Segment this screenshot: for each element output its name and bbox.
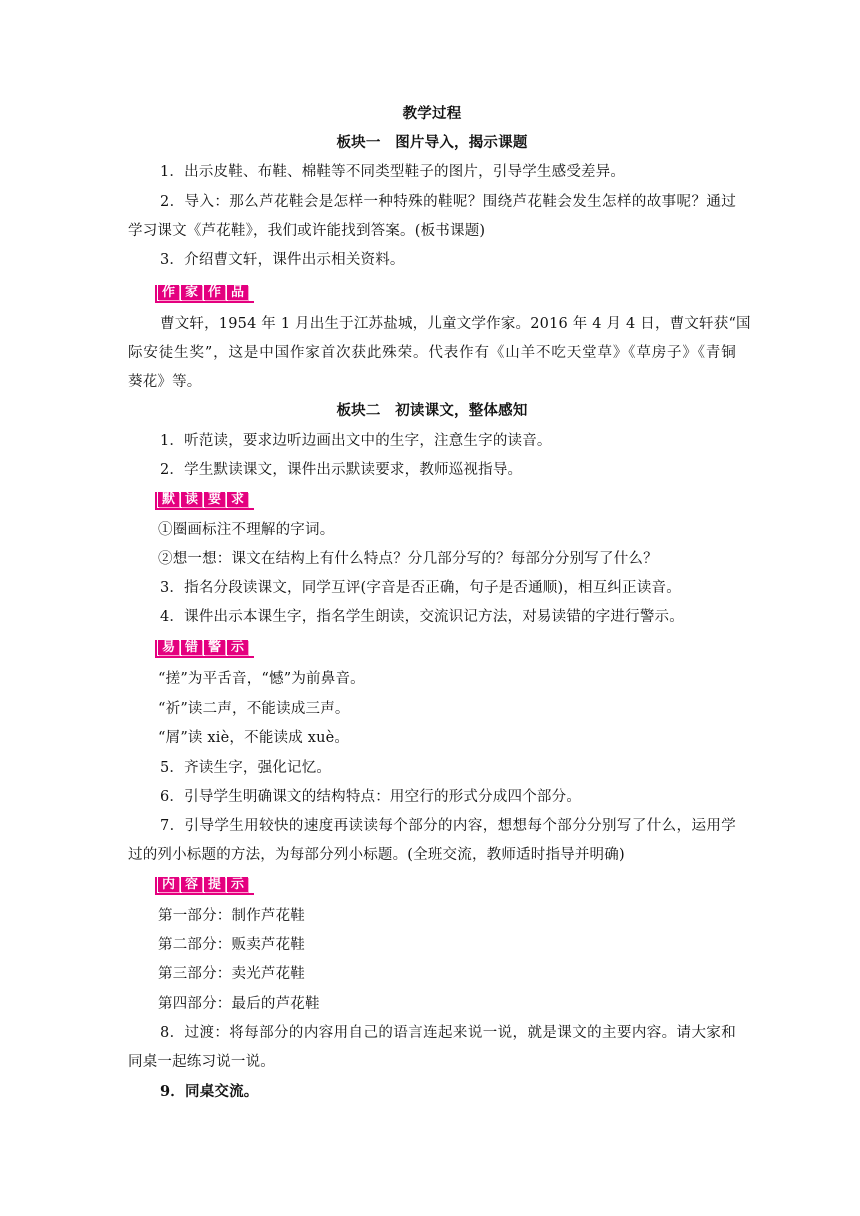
tag-char: 示 [227, 640, 248, 655]
tag-char: 作 [204, 285, 225, 300]
paragraph-continued: 学习课文《芦花鞋》，我们或许能找到答案。(板书课题) [128, 223, 486, 239]
label-tag [158, 285, 250, 303]
tag-char: 警 [204, 640, 225, 655]
paragraph: 5．齐读生字，强化记忆。 [160, 760, 332, 776]
tag-char: 提 [204, 877, 225, 892]
tag-char: 家 [181, 285, 202, 300]
tag-char: 要 [204, 492, 225, 507]
bio-text: 葵花》等。 [128, 374, 202, 390]
paragraph: 9．同桌交流。 [160, 1083, 259, 1100]
page-title: 教学过程 [402, 105, 462, 122]
tag-char: 默 [158, 492, 179, 507]
outline-item: 第四部分：最后的芦花鞋 [158, 996, 320, 1012]
requirement-item: ①圈画标注不理解的字词。 [158, 522, 335, 538]
label-tag [158, 640, 250, 658]
paragraph: 3．介绍曹文轩，课件出示相关资料。 [160, 252, 405, 268]
tag-char: 作 [158, 285, 179, 300]
warning-item: “祈”读二声，不能读成三声。 [158, 701, 350, 717]
bio-text: 曹文轩，1954 年 1 月出生于江苏盐城，儿童文学作家。2016 年 4 月 4 日，曹文轩获“国 [160, 316, 751, 332]
tag-char: 品 [227, 285, 248, 300]
warning-item: “屑”读 xiè，不能读成 xuè。 [158, 730, 350, 746]
outline-item: 第二部分：贩卖芦花鞋 [158, 937, 305, 953]
tag-char: 内 [158, 877, 179, 892]
label-tag [158, 877, 250, 895]
tag-char: 容 [181, 877, 202, 892]
paragraph: 6．引导学生明确课文的结构特点：用空行的形式分成四个部分。 [160, 789, 582, 805]
paragraph: 4．课件出示本课生字，指名学生朗读，交流识记方法，对易读错的字进行警示。 [160, 609, 684, 625]
paragraph: 1．听范读，要求边听边画出文中的生字，注意生字的读音。 [160, 433, 552, 449]
tag-char: 示 [227, 877, 248, 892]
paragraph: 8．过渡：将每部分的内容用自己的语言连起来说一说，就是课文的主要内容。请大家和 [160, 1025, 736, 1041]
outline-item: 第一部分：制作芦花鞋 [158, 908, 305, 924]
paragraph: 1．出示皮鞋、布鞋、棉鞋等不同类型鞋子的图片，引导学生感受差异。 [160, 164, 626, 180]
tag-char: 求 [227, 492, 248, 507]
tag-char: 错 [181, 640, 202, 655]
section-heading: 板块二 初读课文，整体感知 [336, 402, 528, 419]
paragraph: 2．学生默读课文，课件出示默读要求，教师巡视指导。 [160, 462, 523, 478]
section-heading: 板块一 图片导入，揭示课题 [336, 134, 528, 151]
tag-char: 读 [181, 492, 202, 507]
paragraph: 2．导入：那么芦花鞋会是怎样一种特殊的鞋呢？围绕芦花鞋会发生怎样的故事呢？通过 [160, 194, 736, 210]
requirement-item: ②想一想：课文在结构上有什么特点？分几部分写的？每部分分别写了什么？ [158, 551, 658, 567]
tag-char: 易 [158, 640, 179, 655]
bio-text: 际安徒生奖”，这是中国作家首次获此殊荣。代表作有《山羊不吃天堂草》《草房子》《青铜 [128, 345, 736, 361]
paragraph-continued: 过的列小标题的方法，为每部分列小标题。(全班交流，教师适时指导并明确) [128, 847, 625, 863]
paragraph: 7．引导学生用较快的速度再读读每个部分的内容，想想每个部分分别写了什么，运用学 [160, 818, 736, 834]
label-tag [158, 492, 250, 510]
outline-item: 第三部分：卖光芦花鞋 [158, 966, 305, 982]
paragraph-continued: 同桌一起练习说一说。 [128, 1054, 275, 1070]
warning-item: “搓”为平舌音，“憾”为前鼻音。 [158, 671, 365, 687]
paragraph: 3．指名分段读课文，同学互评(字音是否正确，句子是否通顺)，相互纠正读音。 [160, 580, 681, 596]
